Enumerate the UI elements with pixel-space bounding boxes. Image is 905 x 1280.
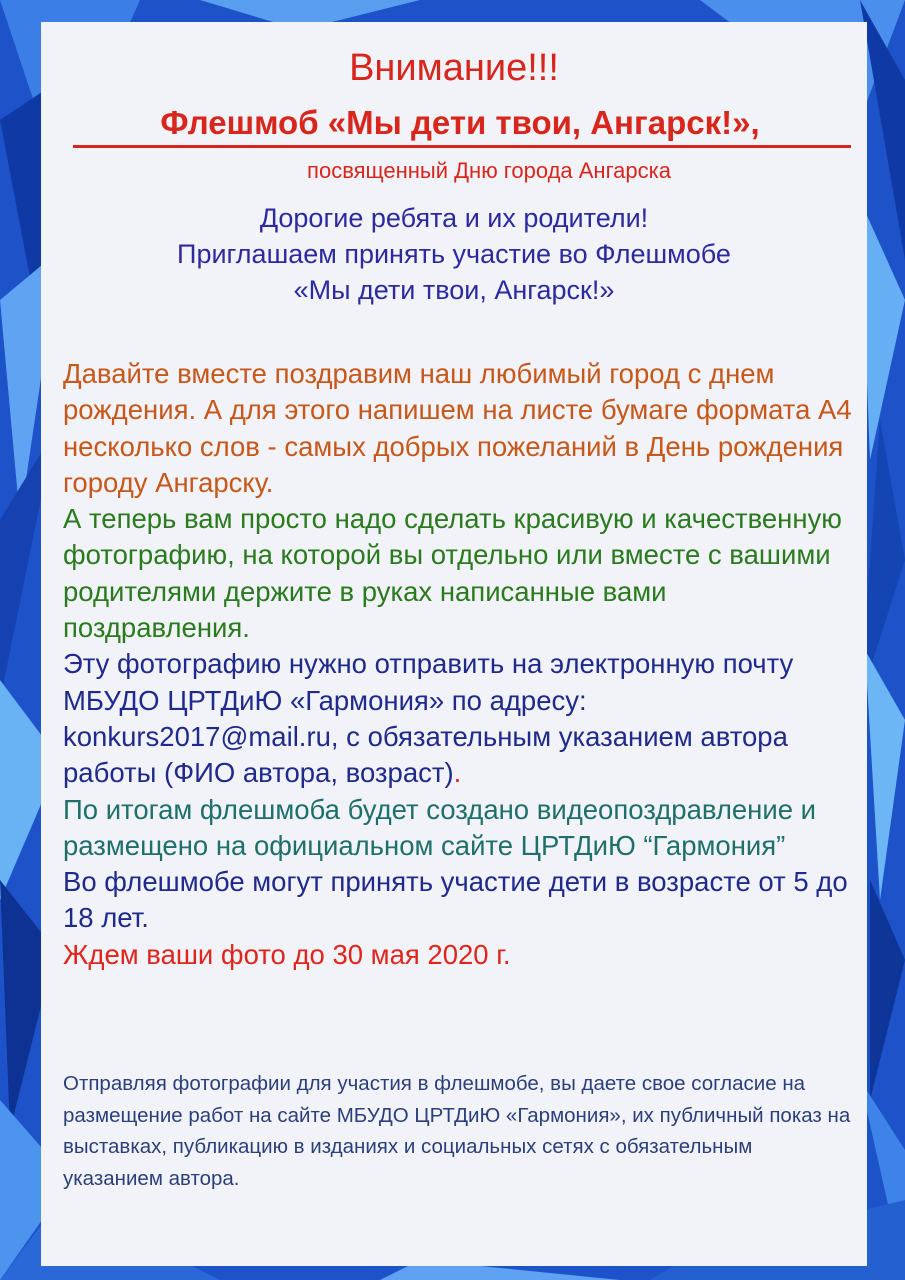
announcement-card	[41, 22, 867, 1266]
paragraph-send-period: .	[453, 757, 462, 789]
greeting-line-1: Дорогие ребята и их родители!	[259, 203, 649, 233]
body-text	[63, 356, 853, 973]
greeting-block	[41, 200, 867, 308]
paragraph-deadline: Ждем ваши фото до 30 мая 2020 г.	[63, 938, 511, 970]
paragraph-send-text: Эту фотографию нужно отправить на электронную почту МБУДО ЦРТДиЮ «Гармония» по адресу: konkurs2017@mail.ru, с обязательным указанием автора работы (ФИО автора, возраст)	[63, 648, 794, 789]
attention-heading: Внимание!!!	[349, 47, 559, 89]
consent-notice: Отправляя фотографии для участия в флешмобе, вы даете свое согласие на размещение работ на сайте МБУДО ЦРТДиЮ «Гармония», их публичный показ на выставках, публикацию в изданиях и социальных сетях с обязательным указанием автора.	[63, 1072, 851, 1190]
paragraph-age: Во флешмобе могут принять участие дети в возрасте от 5 до 18 лет.	[63, 866, 848, 934]
headline-subtitle: посвященный Дню города Ангарска	[307, 158, 671, 183]
headline-underline	[73, 145, 851, 148]
paragraph-congratulate: Давайте вместе поздравим наш любимый город с днем рождения. А для этого напишем на листе бумаге формата А4 несколько слов - самых добрых пожеланий в День рождения городу Ангарску.	[63, 358, 852, 498]
greeting-line-2: Приглашаем принять участие во Флешмобе	[177, 239, 731, 269]
greeting-line-3: «Мы дети твои, Ангарск!»	[293, 275, 615, 305]
paragraph-photo: А теперь вам просто надо сделать красивую и качественную фотографию, на которой вы отдельно или вместе с вашими родителями держите в руках написанные вами поздравления.	[63, 503, 842, 644]
paragraph-result: По итогам флешмоба будет создано видеопоздравление и размещено на официальном сайте ЦРТДиЮ “Гармония”	[63, 793, 817, 861]
paragraph-send	[63, 646, 853, 791]
flashmob-headline: Флешмоб «Мы дети твои, Ангарск!»,	[160, 104, 760, 141]
